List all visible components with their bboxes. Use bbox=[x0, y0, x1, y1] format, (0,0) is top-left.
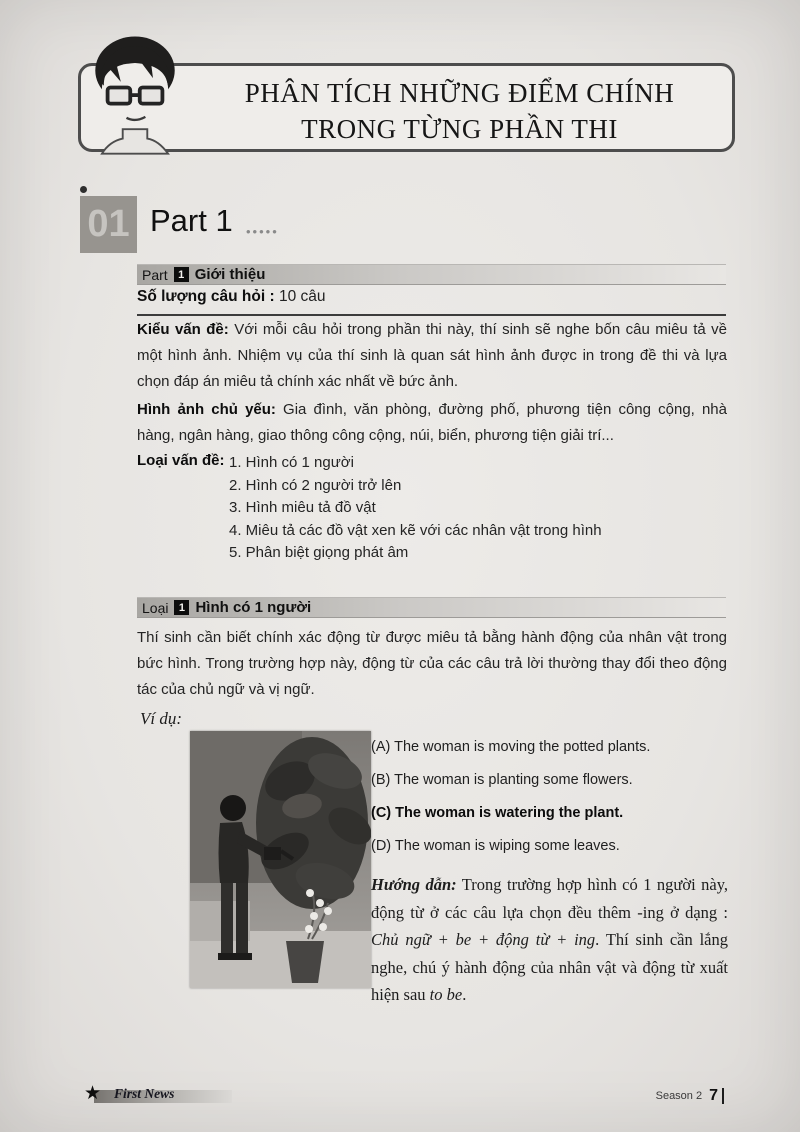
main-images-label: Hình ảnh chủ yếu: bbox=[137, 401, 276, 418]
option-a-letter: (A) bbox=[371, 739, 391, 755]
type1-description: Thí sinh cần biết chính xác động từ được miêu tả bằng hành động của nhân vật trong bức hình. Trong trường hợp này, động từ của các câu trả lời thường thay đổi theo động tác của chủ ngữ và vị ngữ. bbox=[137, 629, 727, 698]
type1-bar-label: Hình có 1 người bbox=[195, 599, 312, 616]
problem-categories-block bbox=[137, 452, 727, 565]
option-d-letter: (D) bbox=[371, 838, 392, 854]
example-photo-image bbox=[190, 731, 371, 988]
option-c-text: The woman is watering the plant. bbox=[395, 805, 624, 821]
option-c-letter: (C) bbox=[371, 805, 392, 821]
problem-category-item: 5. Phân biệt giọng phát âm bbox=[229, 544, 409, 561]
option-a-text: The woman is moving the potted plants. bbox=[394, 739, 651, 755]
option-b-text: The woman is planting some flowers. bbox=[394, 772, 633, 788]
problem-category-item: 4. Miêu tả các đồ vật xen kẽ với các nhân vật trong hình bbox=[229, 521, 602, 539]
problem-categories-label: Loại vấn đề: bbox=[137, 452, 225, 469]
student-mascot-illustration bbox=[83, 30, 187, 164]
question-count-label: Số lượng câu hỏi : bbox=[137, 288, 275, 305]
answer-option-d bbox=[371, 836, 731, 857]
problem-type-label: Kiểu vấn đề: bbox=[137, 321, 229, 338]
problem-category-item: 2. Hình có 2 người trở lên bbox=[229, 476, 402, 494]
intro-bar-prefix: Part bbox=[142, 266, 168, 283]
question-count-row bbox=[137, 288, 726, 316]
problem-category-item: 1. Hình có 1 người bbox=[229, 454, 354, 471]
example-photo bbox=[190, 731, 371, 988]
section-title: Part 1 bbox=[150, 203, 233, 238]
page-number-divider bbox=[722, 1088, 724, 1104]
type1-section-bar bbox=[137, 597, 726, 618]
problem-category-item: 3. Hình miêu tả đồ vật bbox=[229, 499, 376, 516]
season-label: Season 2 bbox=[655, 1090, 703, 1102]
star-icon: ★ bbox=[84, 1083, 102, 1104]
guidance-text-2: . Thí sinh cần lắng nghe, chú ý hành động của nhân vật và động từ xuất hiện sau bbox=[371, 930, 728, 1004]
type1-bar-prefix: Loại bbox=[142, 599, 169, 616]
guidance-paragraph bbox=[371, 871, 728, 1009]
guidance-formula: Chủ ngữ + be + động từ + ing bbox=[371, 930, 596, 949]
problem-type-paragraph bbox=[137, 317, 727, 395]
guidance-text-3: . bbox=[462, 985, 467, 1004]
publisher-logo-text: First News bbox=[114, 1086, 175, 1101]
main-images-paragraph bbox=[137, 397, 727, 449]
guidance-to-be: to be bbox=[429, 985, 463, 1004]
intro-bar-label: Giới thiệu bbox=[194, 266, 266, 283]
type1-bar-number-badge: 1 bbox=[174, 600, 189, 615]
answer-option-b bbox=[371, 770, 731, 791]
intro-section-bar bbox=[137, 264, 726, 285]
answer-option-a bbox=[371, 737, 731, 758]
page-title-line1: PHÂN TÍCH NHỮNG ĐIỂM CHÍNH bbox=[244, 78, 675, 108]
page-number: 7 bbox=[709, 1087, 718, 1104]
section-title-dots: ••••• bbox=[246, 224, 279, 239]
page-title-line2: TRONG TỪNG PHẦN THI bbox=[301, 114, 618, 144]
intro-bar-number-badge: 1 bbox=[174, 267, 189, 282]
page-header bbox=[78, 63, 735, 152]
page-title bbox=[199, 75, 720, 147]
option-d-text: The woman is wiping some leaves. bbox=[394, 838, 620, 854]
problem-type-text: Với mỗi câu hỏi trong phần thi này, thí sinh sẽ nghe bốn câu miêu tả về một hình ảnh. Nhiệm vụ của thí sinh là quan sát hình ảnh được in trong đề thi và lựa chọn đáp án miêu tả chính xác nhất về bức ảnh. bbox=[137, 321, 728, 390]
footer-page-info bbox=[656, 1087, 724, 1105]
guidance-label: Hướng dẫn: bbox=[371, 875, 457, 894]
problem-categories-list bbox=[229, 452, 602, 565]
main-images-text: Gia đình, văn phòng, đường phố, phương tiện công cộng, nhà hàng, ngân hàng, giao thông công cộng, núi, biển, phương tiện giải trí... bbox=[137, 401, 727, 444]
option-b-letter: (B) bbox=[371, 772, 391, 788]
section-corner-dot bbox=[80, 186, 87, 193]
publisher-logo bbox=[84, 1083, 244, 1105]
guidance-text-1: Trong trường hợp hình có 1 người này, động từ ở các câu lựa chọn đều thêm -ing ở dạng : bbox=[371, 875, 728, 922]
answer-options bbox=[371, 737, 731, 869]
example-label: Ví dụ: bbox=[140, 709, 183, 728]
answer-option-c-correct bbox=[371, 803, 731, 824]
question-count-value: 10 câu bbox=[278, 288, 326, 305]
section-number-badge: 01 bbox=[80, 196, 137, 253]
